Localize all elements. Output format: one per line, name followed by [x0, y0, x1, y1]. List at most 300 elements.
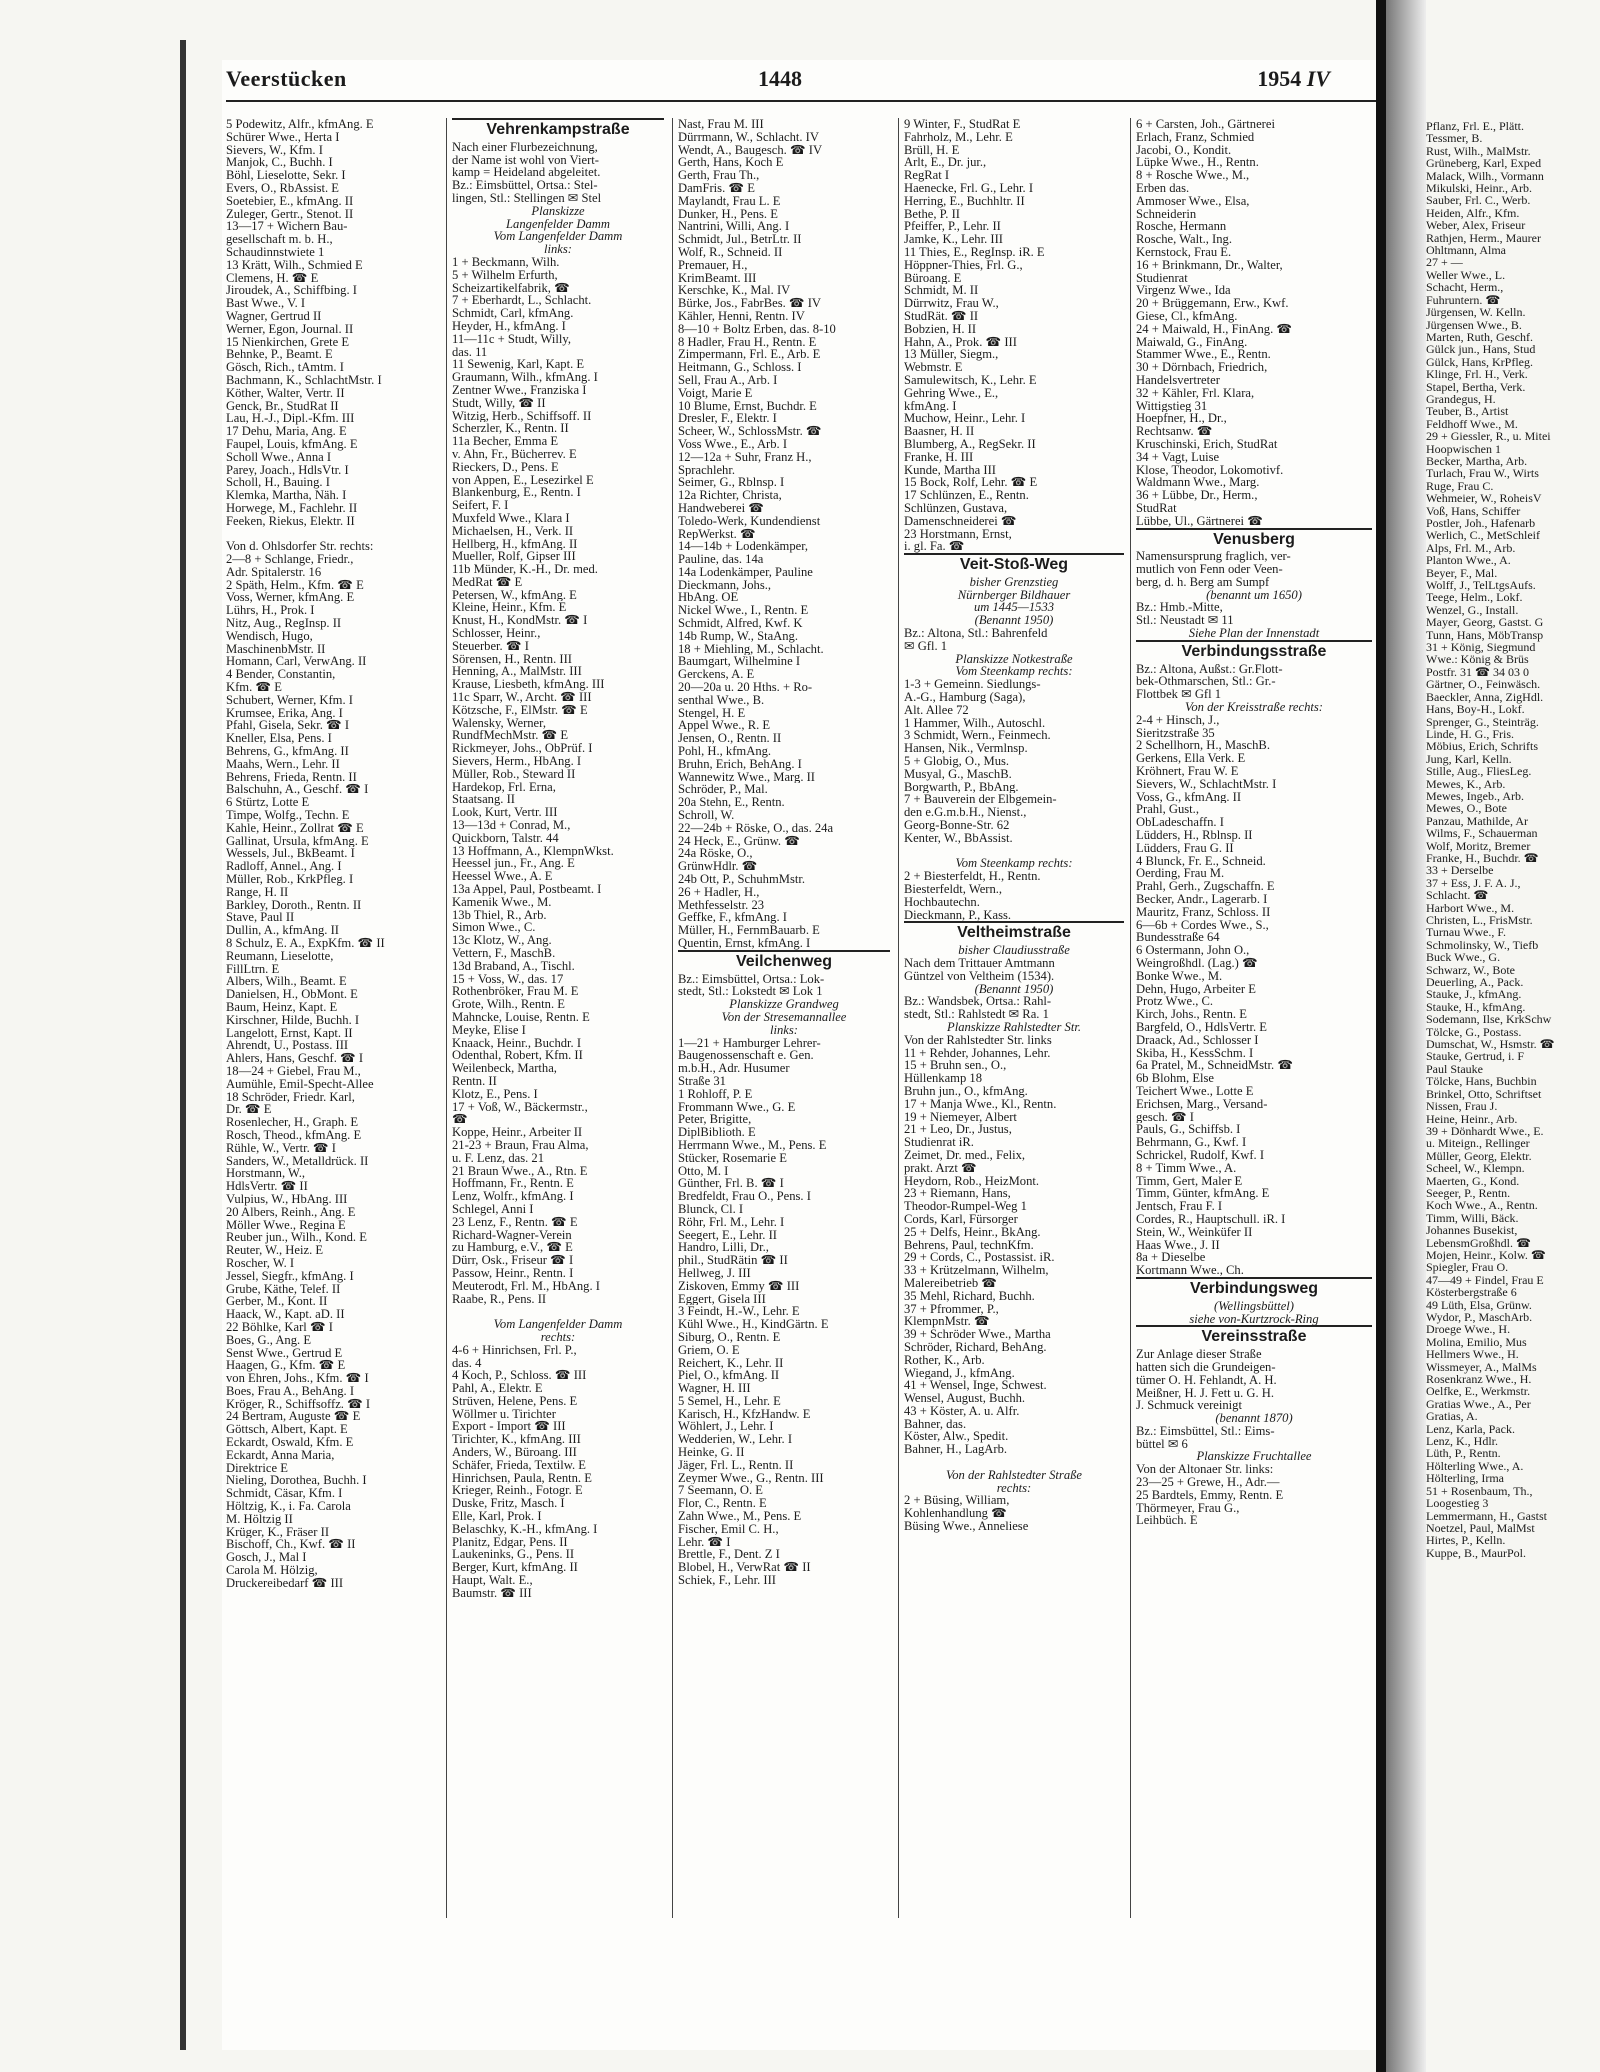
directory-entry: Haagen, G., Kfm. ☎ E: [226, 1359, 346, 1373]
page-header: [226, 66, 1376, 100]
directory-entry: Cords, Karl, Fürsorger: [904, 1212, 1018, 1226]
next-page-entry: Loogestieg 3: [1426, 1496, 1489, 1511]
directory-entry: Samulewitsch, K., Lehr. E: [904, 373, 1037, 387]
directory-entry: Bz.: Altona, Außst.: Gr.Flott-: [1136, 662, 1283, 676]
directory-entry: Wolf, R., Schneid. II: [678, 245, 783, 259]
directory-column-5: [1136, 118, 1372, 1918]
next-page-entry: Grüneberg, Karl, Exped: [1426, 156, 1542, 171]
directory-entry: Jäger, Frl. L., Rentn. II: [678, 1458, 794, 1472]
directory-entry: 8 + Rosche Wwe., M.,: [1136, 169, 1250, 182]
next-page-entry: Timm, Willi, Bäck.: [1426, 1210, 1519, 1225]
next-page-entry: 47—49 + Findel, Frau E: [1426, 1272, 1544, 1287]
street-heading: Vereinsstraße: [1136, 1325, 1372, 1348]
street-subheading: Planskizze Grandweg: [729, 997, 839, 1012]
directory-entry: Gerckens, A. E: [678, 668, 755, 682]
directory-entry: 33 + Krützelmann, Wilhelm,: [904, 1264, 1049, 1277]
directory-entry: 14—14b + Lodenkämper,: [678, 540, 809, 554]
directory-entry: Behrens, G., kfmAng. II: [226, 745, 349, 758]
next-page-entry: Stille, Aug., FliesLeg.: [1426, 764, 1532, 779]
directory-entry: Gosch, J., Mal I: [226, 1551, 307, 1565]
street-subheading: um 1445—1533: [973, 600, 1055, 615]
directory-entry: Evers, O., RbAssist. E: [226, 181, 339, 195]
next-page-entry: Planton Wwe., A.: [1426, 553, 1511, 568]
directory-entry: Bz.: Altona, Stl.: Bahrenfeld: [904, 627, 1048, 640]
directory-entry: 4 Bender, Constantin,: [226, 668, 336, 682]
directory-entry: Baugenossenschaft e. Gen.: [678, 1049, 814, 1063]
directory-entry: zu Hamburg, e.V., ☎ E: [452, 1241, 573, 1255]
directory-entry: 13d Braband, A., Tischl.: [452, 959, 575, 973]
directory-entry: StudRat: [1136, 501, 1177, 515]
directory-entry: Mahncke, Louise, Rentn. E: [452, 1010, 590, 1024]
next-page-entry: Tölcke, G., Postass.: [1426, 1024, 1522, 1039]
directory-entry: Heessel Wwe., A. E: [452, 870, 553, 884]
directory-entry: Gösch, Rich., tAmtm. I: [226, 361, 344, 374]
directory-entry: Leihbüch. E: [1136, 1514, 1198, 1528]
directory-entry: Muxfeld Wwe., Klara I: [452, 511, 570, 525]
next-page-entry: Jürgensen, W. Kelln.: [1426, 305, 1526, 320]
directory-entry: Kirschner, Hilde, Buchh. I: [226, 1013, 360, 1027]
directory-entry: Weilenbeck, Martha,: [452, 1062, 557, 1075]
next-page-entry: Rust, Wilh., MalMstr.: [1426, 143, 1531, 158]
directory-entry: Scheer, W., SchlossMstr. ☎: [678, 425, 822, 438]
directory-entry: Flottbek ✉ Gfl 1: [1136, 688, 1222, 702]
directory-entry: Schmidt, M. II: [904, 284, 979, 298]
next-page-entry: Stapel, Bertha, Verk.: [1426, 379, 1526, 394]
directory-entry: Haupt, Walt. E.,: [452, 1574, 533, 1587]
directory-entry: RundfMechMstr. ☎ E: [452, 729, 569, 743]
column-divider: [1130, 118, 1131, 1918]
directory-entry: Export - Import ☎ III: [452, 1420, 566, 1434]
directory-entry: 21 + Leo, Dr., Justus,: [904, 1123, 1012, 1137]
directory-entry: 6—6b + Cordes Wwe., S.,: [1136, 918, 1269, 932]
next-page-entry: Hirtes, P., Kelln.: [1426, 1533, 1506, 1548]
next-page-entry: Müller, Georg, Elektr.: [1426, 1148, 1532, 1163]
directory-entry: Kröhnert, Frau W. E: [1136, 765, 1239, 778]
directory-entry: Stücker, Rosemarie E: [678, 1151, 787, 1165]
directory-entry: Büroang. E: [904, 271, 962, 285]
next-page-entry: Stauke, H., kfmAng.: [1426, 999, 1526, 1014]
directory-entry: Tirichter, K., kfmAng. III: [452, 1433, 581, 1447]
book-spine: [1376, 0, 1386, 2072]
directory-entry: Dürr, Osk., Friseur ☎ I: [452, 1254, 574, 1267]
street-subheading: (Benannt 1950): [974, 613, 1054, 628]
directory-entry: Bundesstraße 64: [1136, 931, 1220, 945]
next-page-entry: Lenz, K., Hdlr.: [1426, 1434, 1498, 1449]
directory-entry: Lüpke Wwe., H., Rentn.: [1136, 156, 1259, 170]
header-year: [1257, 66, 1330, 92]
directory-entry: Klotz, E., Pens. I: [452, 1087, 538, 1101]
street-subheading: (Wellingsbüttel): [1214, 1298, 1294, 1313]
directory-entry: 20—20a u. 20 Hths. + Ro-: [678, 681, 813, 694]
street-subheading: bisher Claudiusstraße: [958, 943, 1070, 958]
next-page-entry: Teuber, B., Artist: [1426, 404, 1509, 419]
directory-entry: Dresler, F., Elektr. I: [678, 412, 777, 426]
directory-entry: Krüger, K., Fräser II: [226, 1525, 330, 1539]
directory-entry: Thörmeyer, Frau G.,: [1136, 1501, 1240, 1515]
next-page-entry: 51 + Rosenbaum, Th.,: [1426, 1483, 1533, 1498]
directory-entry: 4-6 + Hinrichsen, Frl. P.,: [452, 1343, 577, 1357]
directory-entry: Brüll, H. E: [904, 143, 960, 157]
directory-entry: Hahn, A., Prok. ☎ III: [904, 335, 1017, 349]
directory-entry: Prahl, Gust.,: [1136, 803, 1199, 817]
directory-entry: Kfm. ☎ E: [226, 681, 282, 694]
street-subheading: Siehe Plan der Innenstadt: [1188, 626, 1320, 641]
directory-entry: Draack, Ad., Schlosser I: [1136, 1033, 1259, 1047]
directory-entry: 22 Böhlke, Karl ☎ I: [226, 1320, 333, 1334]
directory-entry: 17 + Manja Wwe., Kl., Rentn.: [904, 1097, 1057, 1111]
street-subheading: Langenfelder Damm: [506, 216, 610, 231]
directory-entry: Graumann, Wilh., kfmAng. I: [452, 371, 598, 384]
directory-entry: Koppe, Heinr., Arbeiter II: [452, 1126, 583, 1139]
directory-entry: Fischer, Emil C. H.,: [678, 1522, 779, 1536]
next-page-entry: Droege Wwe., H.: [1426, 1322, 1511, 1337]
directory-entry: 15 + Voss, W., das. 17: [452, 972, 564, 986]
next-page-entry: Grandegus, H.: [1426, 391, 1496, 406]
directory-entry: Sprachlehr.: [678, 463, 736, 477]
directory-entry: Studienrat: [1136, 271, 1188, 285]
directory-entry: Behrmann, G., Kwf. I: [1136, 1136, 1247, 1149]
directory-entry: das. 11: [452, 345, 488, 359]
street-subheading: (benannt um 1650): [1206, 587, 1302, 602]
directory-entry: 20 Albers, Reinh., Ang. E: [226, 1205, 356, 1219]
directory-entry: Rieckers, D., Pens. E: [452, 460, 559, 474]
street-subheading: rechts:: [996, 1480, 1032, 1495]
directory-entry: Jiroudek, A., Schiffbing. I: [226, 284, 357, 298]
directory-entry: Ahlers, Hans, Geschf. ☎ I: [226, 1052, 364, 1065]
next-page-entry: Mojen, Heinr., Kolw. ☎: [1426, 1247, 1546, 1262]
directory-entry: Rosche, Walt., Ing.: [1136, 233, 1232, 246]
directory-entry: Schröder, Richard, BehAng.: [904, 1340, 1047, 1354]
directory-entry: 6b Blohm, Else: [1136, 1072, 1215, 1085]
directory-entry: 15 + Bruhn sen., O.,: [904, 1059, 1007, 1073]
directory-entry: Frommann Wwe., G. E: [678, 1100, 796, 1114]
directory-entry: Langelott, Ernst, Kapt. II: [226, 1026, 353, 1040]
directory-entry: Sell, Frau A., Arb. I: [678, 373, 778, 387]
next-page-entry: Wehmeier, W., RoheisV: [1426, 491, 1542, 506]
next-page-entry: Noetzel, Paul, MalMst: [1426, 1520, 1535, 1535]
column-divider: [446, 118, 447, 1918]
directory-entry: Ammoser Wwe., Elsa,: [1136, 194, 1250, 208]
street-subheading: Von der Kreisstraße rechts:: [1185, 700, 1323, 715]
next-page-entry: Schmolinsky, W., Tiefb: [1426, 937, 1539, 952]
directory-entry: Seifert, F. I: [452, 499, 509, 512]
directory-entry: gesellschaft m. b. H.,: [226, 233, 333, 246]
next-page-entry: Kuppe, B., MaurPol.: [1426, 1545, 1526, 1560]
directory-entry: 13—13d + Conrad, M.,: [452, 819, 571, 832]
directory-entry: Rickmeyer, Johs., ObPrüf. I: [452, 742, 593, 756]
directory-entry: Reumann, Lieselotte,: [226, 949, 334, 963]
next-page-entry: Marten, Ruth, Geschf.: [1426, 329, 1533, 344]
directory-entry: Franke, H. III: [904, 450, 974, 464]
directory-entry: Damenschneiderei ☎: [904, 514, 1017, 528]
directory-entry: Gerth, Frau Th.,: [678, 169, 760, 182]
directory-entry: Range, H. II: [226, 885, 289, 899]
next-page-column: [1426, 120, 1600, 2070]
directory-entry: 20 + Brüggemann, Erw., Kwf.: [1136, 297, 1289, 310]
next-page-entry: Malack, Wilh., Vormann: [1426, 168, 1544, 183]
directory-entry: Griem, O. E: [678, 1343, 740, 1357]
directory-entry: phil., StudRätin ☎ II: [678, 1254, 788, 1267]
directory-entry: Roscher, W. I: [226, 1256, 295, 1270]
directory-entry: Boes, G., Ang. E: [226, 1333, 312, 1347]
directory-entry: Dieckmann, Johs.,: [678, 578, 772, 592]
next-page-entry: Sauber, Frl. C., Werb.: [1426, 193, 1531, 208]
next-page-entry: Maerten, G., Kond.: [1426, 1173, 1520, 1188]
directory-entry: ObLadeschaffn. I: [1136, 816, 1224, 830]
directory-entry: Heydorn, Rob., HeizMont.: [904, 1174, 1040, 1188]
directory-entry: 6 Ostermann, John O.,: [1136, 944, 1250, 957]
directory-entry: Virgenz Wwe., Ida: [1136, 284, 1231, 298]
directory-entry: 1—21 + Hamburger Lehrer-: [678, 1036, 821, 1050]
directory-entry: 5 Podewitz, Alfr., kfmAng. E: [226, 118, 374, 131]
header-rule: [226, 100, 1376, 102]
next-page-entry: Postler, Joh., Hafenarb: [1426, 516, 1536, 530]
directory-entry: büttel ✉ 6: [1136, 1437, 1188, 1451]
next-page-entry: Heine, Heinr., Arb.: [1426, 1111, 1518, 1126]
directory-entry: Scheizartikelfabrik, ☎: [452, 281, 570, 295]
directory-entry: Horstmann, W.,: [226, 1167, 306, 1181]
directory-entry: Handelsvertreter: [1136, 373, 1220, 387]
directory-entry: Lübbe, Ul., Gärtnerei ☎: [1136, 514, 1263, 528]
next-page-entry: Spiegler, Frau O.: [1426, 1260, 1509, 1275]
directory-entry: Sörensen, H., Rentn. III: [452, 652, 572, 666]
directory-entry: Grube, Käthe, Telef. II: [226, 1282, 341, 1296]
directory-entry: Sievers, W., Kfm. I: [226, 143, 323, 157]
directory-entry: Sievers, Herm., HbAng. I: [452, 755, 582, 768]
directory-entry: Balschuhn, A., Geschf. ☎ I: [226, 783, 369, 797]
directory-entry: 7 + Bauverein der Elbgemein-: [904, 793, 1057, 807]
directory-entry: Schmidt, Jul., BetrLtr. II: [678, 233, 802, 246]
directory-entry: Schaudinnstwiete 1: [226, 245, 325, 259]
street-subheading: Von der Rahlstedter Straße: [945, 1467, 1083, 1482]
directory-entry: Borgwarth, P., BbAng.: [904, 780, 1019, 794]
directory-entry: der Name ist wohl von Viert-: [452, 153, 599, 167]
directory-entry: hatten sich die Grundeigen-: [1136, 1360, 1276, 1374]
directory-entry: Timpe, Wolfg., Techn. E: [226, 809, 350, 822]
directory-entry: Genck, Br., StudRat II: [226, 399, 339, 413]
next-page-entry: Brinkel, Otto, Schriftset: [1426, 1086, 1542, 1101]
directory-entry: Reuber jun., Wilh., Kond. E: [226, 1231, 367, 1245]
next-page-entry: u. Miteign., Rellinger: [1426, 1136, 1530, 1151]
directory-column-1: [226, 118, 438, 1918]
directory-entry: 5 Semel, H., Lehr. E: [678, 1394, 781, 1408]
street-subheading: Planskizze Fruchtallee: [1196, 1449, 1312, 1464]
directory-entry: 13 Hoffmann, A., KlempnWkst.: [452, 844, 614, 858]
directory-entry: Barkley, Doroth., Rentn. II: [226, 898, 362, 912]
column-divider: [672, 118, 673, 1918]
directory-entry: Pauline, das. 14a: [678, 553, 764, 566]
directory-entry: Wiegand, J., kfmAng.: [904, 1366, 1015, 1380]
directory-entry: 18 Schröder, Friedr. Karl,: [226, 1090, 355, 1104]
directory-entry: Haack, W., Kapt. aD. II: [226, 1308, 345, 1321]
street-subheading: Nürnberger Bildhauer: [957, 587, 1071, 602]
directory-entry: Gehring Wwe., E.,: [904, 386, 999, 400]
directory-entry: Seegert, E., Lehr. II: [678, 1228, 777, 1242]
directory-entry: Stein, W., Weinküfer II: [1136, 1225, 1253, 1239]
directory-entry: Wessels, Jul., BkBeamt. I: [226, 847, 355, 861]
column-divider: [898, 118, 899, 1918]
next-page-entry: Linde, H. G., Fris.: [1426, 726, 1514, 741]
directory-entry: 36 + Lübbe, Dr., Herm.,: [1136, 489, 1258, 502]
next-page-entry: Jürgensen Wwe., B.: [1426, 317, 1522, 332]
directory-entry: Ziskoven, Emmy ☎ III: [678, 1279, 800, 1293]
directory-entry: ☎: [452, 1113, 468, 1127]
directory-entry: das. 4: [452, 1356, 482, 1370]
directory-entry: Krieger, Reinh., Fotogr. E: [452, 1484, 583, 1498]
directory-entry: RegRat I: [904, 169, 950, 182]
directory-entry: Vettern, F., MaschB.: [452, 947, 556, 960]
next-page-entry: Wolff, J., TelLtgsAufs.: [1426, 578, 1536, 593]
directory-entry: Scholl, H., Bauing. I: [226, 476, 330, 490]
directory-entry: Hüllenkamp 18: [904, 1072, 982, 1085]
directory-entry: 17 + Voß, W., Bäckermstr.,: [452, 1100, 588, 1114]
directory-entry: Rosche, Hermann: [1136, 220, 1227, 234]
directory-entry: Rothenbröker, Frau M. E: [452, 985, 579, 999]
directory-entry: 30 + Dörnbach, Friedrich,: [1136, 361, 1268, 374]
directory-entry: Dunker, H., Pens. E: [678, 207, 778, 221]
next-page-entry: Lemmermann, H., Gastst: [1426, 1508, 1547, 1523]
directory-entry: Soetebier, E., kfmAng. II: [226, 194, 354, 208]
directory-entry: Nieling, Dorothea, Buchh. I: [226, 1474, 367, 1488]
directory-entry: Brettle, F., Dent. Z I: [678, 1548, 780, 1562]
directory-entry: Dürrmann, W., Schlacht. IV: [678, 130, 819, 144]
directory-entry: Lüdders, H., Rblnsp. II: [1136, 829, 1253, 842]
directory-entry: Kunde, Martha III: [904, 463, 996, 477]
directory-entry: Werner, Egon, Journal. II: [226, 322, 354, 336]
directory-entry: Von der Rahlstedter Str. links: [904, 1033, 1052, 1047]
next-page-entry: Mewes, K., Arb.: [1426, 776, 1506, 791]
directory-entry: Pohl, H., kfmAng.: [678, 745, 772, 758]
directory-entry: Zentner Wwe., Franziska I: [452, 383, 587, 397]
directory-entry: Zeimet, Dr. med., Felix,: [904, 1148, 1026, 1162]
directory-entry: GrünwHdlr. ☎: [678, 860, 758, 874]
directory-entry: 22—24b + Röske, O., das. 24a: [678, 821, 834, 835]
directory-entry: Jessel, Siegfr., kfmAng. I: [226, 1269, 354, 1283]
directory-entry: 29 + Cords, C., Postassist. iR.: [904, 1251, 1055, 1265]
street-subheading: Planskizze: [531, 203, 585, 218]
directory-entry: Karisch, H., KfzHandw. E: [678, 1407, 811, 1421]
directory-entry: 15 Nienkirchen, Grete E: [226, 335, 350, 349]
directory-entry: 14b Rump, W., StaAng.: [678, 629, 799, 643]
directory-entry: Belaschky, K.-H., kfmAng. I: [452, 1522, 598, 1536]
directory-entry: Schrickel, Rudolf, Kwf. I: [1136, 1148, 1265, 1162]
directory-entry: 35 Mehl, Richard, Buchh.: [904, 1289, 1035, 1303]
next-page-entry: Alps, Frl. M., Arb.: [1426, 540, 1516, 555]
directory-entry: Malereibetrieb ☎: [904, 1276, 997, 1290]
directory-entry: Nast, Frau M. III: [678, 118, 764, 131]
next-page-entry: Deuerling, A., Pack.: [1426, 975, 1524, 990]
next-page-entry: Kösterbergstraße 6: [1426, 1285, 1517, 1300]
directory-entry: Kohlenhandlung ☎: [904, 1507, 1007, 1521]
directory-entry: Steuerber. ☎ I: [452, 639, 529, 653]
directory-entry: Bz.: Hmb.-Mitte,: [1136, 601, 1223, 615]
directory-entry: Wöhlert, J., Lehr. I: [678, 1420, 774, 1434]
directory-entry: Nach dem Trittauer Amtmann: [904, 957, 1055, 970]
directory-entry: Parey, Joach., HdlsVtr. I: [226, 463, 349, 477]
directory-entry: Pauls, G., Schiffsb. I: [1136, 1123, 1241, 1137]
directory-entry: Zimpermann, Frl. E., Arb. E: [678, 348, 821, 362]
directory-entry: Rosenlecher, H., Graph. E: [226, 1116, 359, 1129]
next-page-entry: Klinge, Frl. H., Verk.: [1426, 367, 1528, 382]
next-page-entry: 33 + Derselbe: [1426, 863, 1494, 878]
header-street-name: Veerstücken: [226, 66, 347, 91]
directory-entry: 11c Sparr, W., Archt. ☎ III: [452, 691, 592, 704]
directory-entry: stedt, Stl.: Lokstedt ✉ Lok 1: [678, 985, 823, 999]
directory-entry: Witzig, Herb., Schiffsoff. II: [452, 409, 592, 423]
directory-entry: HdlsVertr. ☎ II: [226, 1180, 308, 1193]
directory-entry: Wagner, H. III: [678, 1382, 751, 1395]
directory-entry: Manjok, C., Buchh. I: [226, 156, 333, 170]
directory-entry: 11 + Rehder, Johannes, Lehr.: [904, 1046, 1051, 1060]
directory-entry: Quentin, Ernst, kfmAng. I: [678, 937, 811, 950]
next-page-entry: Ohltmann, Alma: [1426, 243, 1506, 258]
directory-entry: Pfeiffer, P., Lehr. II: [904, 220, 1001, 234]
directory-entry: 7 Seemann, O. E: [678, 1484, 763, 1498]
directory-entry: Bz.: Eimsbüttel, Ortsa.: Lok-: [678, 972, 825, 986]
directory-entry: Zeymer Wwe., G., Rentn. III: [678, 1471, 824, 1485]
directory-entry: 21 Braun Wwe., A., Rtn. E: [452, 1164, 588, 1178]
directory-entry: Studt, Willy, ☎ II: [452, 396, 546, 410]
street-heading: Veltheimstraße: [904, 921, 1124, 944]
directory-entry: Bredfeldt, Frau O., Pens. I: [678, 1190, 811, 1203]
next-page-entry: Baeckler, Anna, ZigHdl.: [1426, 689, 1544, 704]
directory-entry: 11b Münder, K.-H., Dr. med.: [452, 563, 598, 576]
directory-entry: 2 + Büsing, William,: [904, 1494, 1010, 1508]
directory-entry: Bargfeld, O., HdlsVertr. E: [1136, 1020, 1267, 1034]
directory-entry: Sieritzstraße 35: [1136, 726, 1215, 740]
directory-entry: Voss, G., kfmAng. II: [1136, 790, 1242, 804]
directory-entry: Gallinat, Ursula, kfmAng. E: [226, 834, 369, 848]
street-subheading: Vom Langenfelder Damm: [493, 1317, 623, 1332]
directory-entry: Bachmann, K., SchlachtMstr. I: [226, 373, 382, 387]
directory-entry: HbAng. OE: [678, 591, 739, 605]
next-page-entry: Gülck, Hans, KrPfleg.: [1426, 354, 1533, 369]
directory-entry: 2 + Biesterfeldt, H., Rentn.: [904, 870, 1041, 884]
directory-entry: 24b Ott, P., SchuhmMstr.: [678, 873, 806, 886]
directory-entry: Schlegel, Anni I: [452, 1202, 534, 1216]
directory-entry: bek-Othmarschen, Stl.: Gr.-: [1136, 675, 1276, 689]
next-page-entry: Schlacht. ☎: [1426, 888, 1489, 903]
directory-entry: Lüdders, Frau G. II: [1136, 841, 1234, 855]
directory-entry: Lenz, Wolfr., kfmAng. I: [452, 1190, 574, 1203]
directory-entry: Heinke, G. II: [678, 1446, 745, 1459]
directory-entry: Duske, Fritz, Masch. I: [452, 1497, 565, 1511]
directory-entry: 7 + Eberhardt, L., Schlacht.: [452, 294, 592, 308]
directory-entry: Schäfer, Frieda, Textilw. E: [452, 1458, 586, 1472]
directory-entry: v. Ahn, Fr., Bücherrev. E: [452, 447, 577, 461]
directory-entry: Dürrwitz, Frau W.,: [904, 297, 999, 310]
next-page-entry: Voß, Hans, Schiffer: [1426, 503, 1521, 518]
directory-entry: Haenecke, Frl. G., Lehr. I: [904, 181, 1034, 195]
directory-entry: Horwege, M., Fachlehr. II: [226, 501, 358, 515]
next-page-entry: Wwe.: König & Brüs: [1426, 652, 1529, 667]
directory-entry: senthal Wwe., B.: [678, 693, 765, 707]
next-page-entry: Johannes Busekist,: [1426, 1223, 1518, 1238]
directory-entry: DiplBiblioth. E: [678, 1126, 756, 1139]
directory-entry: Meuterodt, Frl. M., HbAng. I: [452, 1279, 600, 1293]
directory-entry: Behnke, P., Beamt. E: [226, 348, 333, 362]
directory-entry: Meißner, H. J. Fett u. G. H.: [1136, 1386, 1275, 1400]
next-page-entry: Möbius, Erich, Schrifts: [1426, 739, 1538, 754]
directory-entry: Piel, O., kfmAng. II: [678, 1369, 780, 1383]
directory-entry: 37 + Pfrommer, P.,: [904, 1302, 999, 1316]
next-page-entry: Feldhoff Wwe., M.: [1426, 416, 1518, 431]
directory-entry: Georg-Bonne-Str. 62: [904, 819, 1010, 832]
directory-entry: 9 Winter, F., StudRat E: [904, 118, 1021, 131]
directory-entry: 23 Lenz, F., Rentn. ☎ E: [452, 1215, 578, 1229]
directory-entry: Seimer, G., Rblnsp. I: [678, 476, 785, 490]
next-page-entry: Becker, Martha, Arb.: [1426, 453, 1528, 468]
